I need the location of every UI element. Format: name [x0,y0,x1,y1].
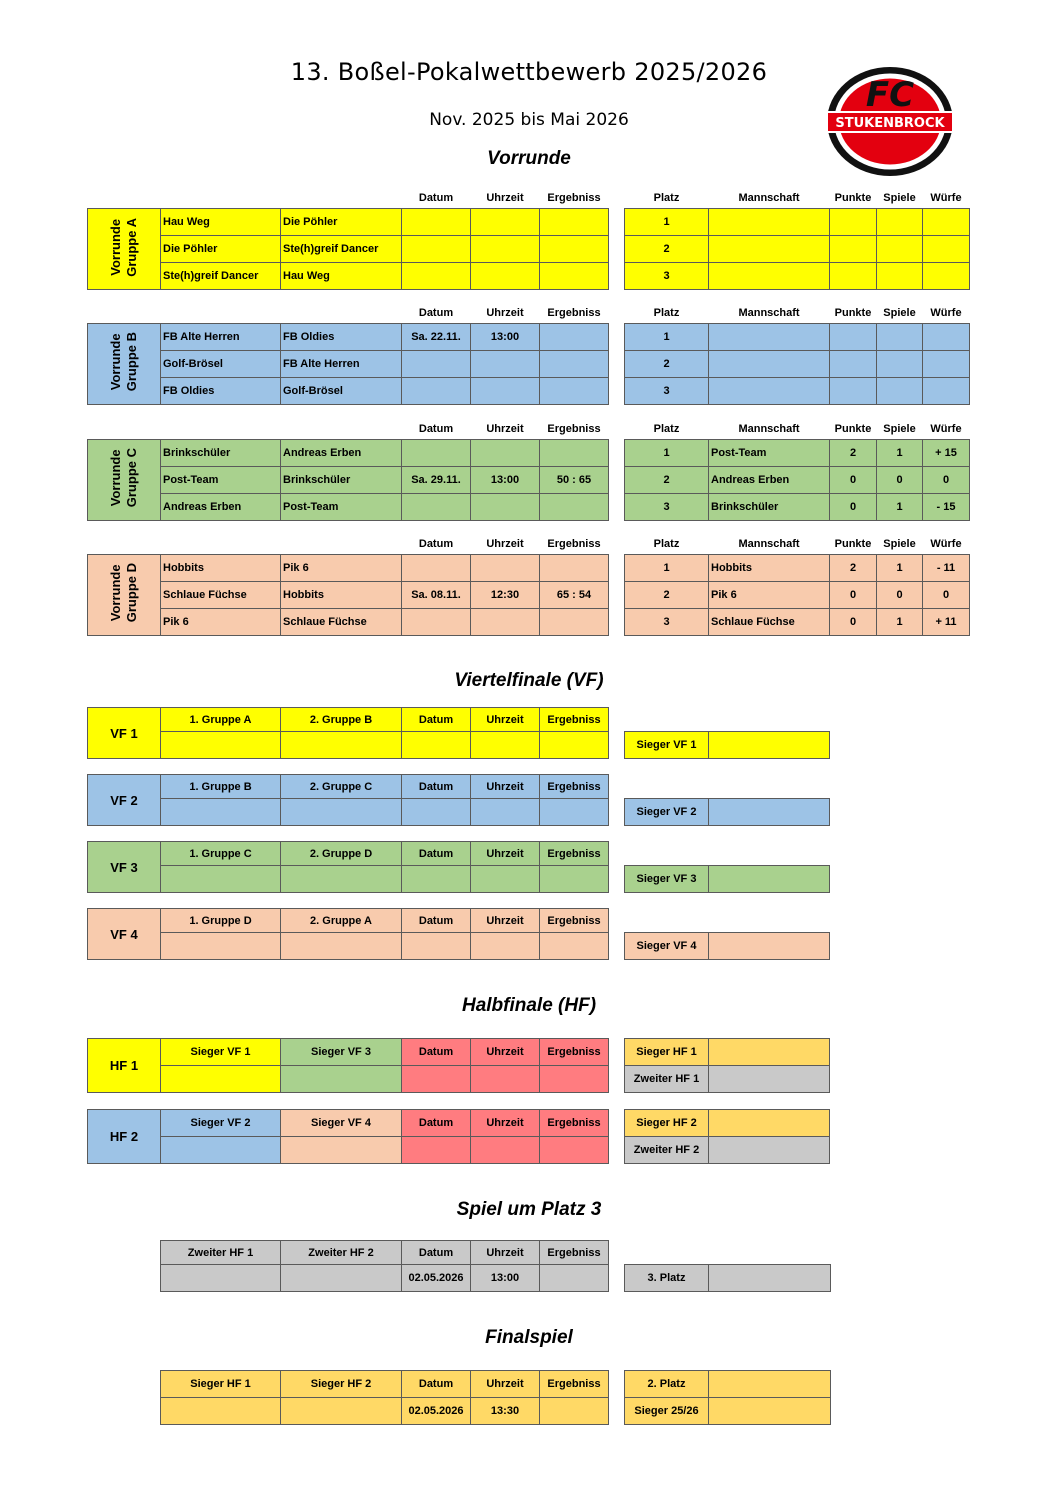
standing-spiele: 1 [877,608,923,635]
section-platz3: Spiel um Platz 3 [456,1199,602,1220]
platz3-table [160,1240,831,1292]
match-datum [402,439,471,466]
page-subtitle: Nov. 2025 bis Mai 2026 [429,110,629,130]
match-home-team: FB Oldies [161,377,281,404]
vf-datum-header: Datum [402,708,471,732]
vf-team1-header: 1. Gruppe C [161,842,281,866]
group-label: Vorrunde Gruppe B [88,323,161,404]
vf-team1-cell [161,866,281,893]
standing-wuerfe [923,235,970,262]
match-away-team: Pik 6 [281,554,402,581]
match-uhrzeit [471,235,540,262]
platz3-team1-header: Zweiter HF 1 [161,1241,281,1265]
match-home-team: Die Pöhler [161,235,281,262]
match-datum: Sa. 29.11. [402,466,471,493]
group-table [87,534,970,636]
vf-team2-header: 2. Gruppe B [281,708,402,732]
vf-ergebnis-cell [540,866,609,893]
vf-datum-header: Datum [402,909,471,933]
match-home-team: Golf-Brösel [161,350,281,377]
hf-uhrzeit-header: Uhrzeit [471,1110,540,1137]
platz3-ergebnis [540,1265,609,1292]
standing-spiele: 0 [877,581,923,608]
ergebniss-header: Ergebniss [547,306,601,319]
match-away-team: Brinkschüler [281,466,402,493]
hf-zweiter-value [709,1137,830,1164]
standing-spiele [877,208,923,235]
match-uhrzeit: 13:00 [471,323,540,350]
match-ergebnis [540,608,609,635]
vf-ergebnis-header: Ergebniss [540,909,609,933]
hf-sieger-label: Sieger HF 2 [625,1110,709,1137]
standing-team [709,208,830,235]
vf-team2-header: 2. Gruppe D [281,842,402,866]
standing-punkte [830,208,877,235]
standing-platz: 1 [625,208,709,235]
standing-punkte: 2 [830,554,877,581]
standing-wuerfe: + 11 [923,608,970,635]
hf-table [87,1109,830,1164]
hf-label: HF 1 [88,1039,161,1093]
match-uhrzeit [471,377,540,404]
match-home-team: Post-Team [161,466,281,493]
finale-platz2-label: 2. Platz [625,1371,709,1398]
platz-header: Platz [653,306,680,319]
platz-header: Platz [653,422,680,435]
vf-table [87,774,830,826]
punkte-header: Punkte [834,422,872,435]
vf-ergebnis-header: Ergebniss [540,708,609,732]
standing-punkte: 0 [830,466,877,493]
group-label: Vorrunde Gruppe A [88,208,161,289]
standing-punkte [830,350,877,377]
punkte-header: Punkte [834,306,872,319]
vf-datum-cell [402,933,471,960]
datum-header: Datum [418,422,454,435]
finale-uhrzeit-header: Uhrzeit [471,1371,540,1398]
vf-team2-cell [281,799,402,826]
hf-uhrzeit-cell [471,1137,540,1164]
vf-team2-header: 2. Gruppe C [281,775,402,799]
standing-wuerfe: 0 [923,581,970,608]
standing-team [709,323,830,350]
finale-team2-cell [281,1398,402,1425]
match-ergebnis: 65 : 54 [540,581,609,608]
match-ergebnis [540,208,609,235]
finale-team1-cell [161,1398,281,1425]
hf-team1-cell [161,1137,281,1164]
standing-spiele [877,350,923,377]
section-halbfinale: Halbfinale (HF) [461,995,597,1016]
standing-wuerfe: - 11 [923,554,970,581]
match-datum [402,262,471,289]
standing-punkte [830,262,877,289]
spiele-header: Spiele [883,191,916,204]
standing-team: Post-Team [709,439,830,466]
match-datum [402,554,471,581]
vf-table [87,707,830,759]
vf-sieger-value [709,933,830,960]
ergebniss-header: Ergebniss [547,422,601,435]
standing-punkte: 2 [830,439,877,466]
finale-team1-header: Sieger HF 1 [161,1371,281,1398]
vf-datum-cell [402,866,471,893]
platz3-uhrzeit-header: Uhrzeit [471,1241,540,1265]
finale-platz2-value [709,1371,831,1398]
standing-spiele: 1 [877,554,923,581]
platz3-result-value [709,1265,831,1292]
section-vorrunde: Vorrunde [487,148,571,169]
standing-wuerfe: 0 [923,466,970,493]
vf-label: VF 1 [88,708,161,759]
match-home-team: Andreas Erben [161,493,281,520]
uhrzeit-header: Uhrzeit [486,306,524,319]
standing-punkte [830,235,877,262]
finale-sieger-value [709,1398,831,1425]
datum-header: Datum [418,537,454,550]
standing-team: Pik 6 [709,581,830,608]
standing-team [709,350,830,377]
match-uhrzeit: 13:00 [471,466,540,493]
section-viertelfinale: Viertelfinale (VF) [454,670,604,691]
vf-label: VF 4 [88,909,161,960]
finale-table [160,1370,831,1425]
hf-uhrzeit-header: Uhrzeit [471,1039,540,1066]
hf-team1-cell [161,1066,281,1093]
hf-team2-header: Sieger VF 3 [281,1039,402,1066]
platz3-datum: 02.05.2026 [402,1265,471,1292]
match-datum [402,350,471,377]
hf-table [87,1038,830,1093]
vf-uhrzeit-header: Uhrzeit [471,842,540,866]
svg-text:FC: FC [865,75,915,115]
vf-sieger-value [709,732,830,759]
vf-table [87,908,830,960]
vf-team1-cell [161,799,281,826]
vf-team2-header: 2. Gruppe A [281,909,402,933]
match-ergebnis [540,377,609,404]
hf-zweiter-label: Zweiter HF 2 [625,1137,709,1164]
standing-team: Brinkschüler [709,493,830,520]
match-datum [402,208,471,235]
finale-datum-header: Datum [402,1371,471,1398]
standing-wuerfe [923,350,970,377]
punkte-header: Punkte [834,537,872,550]
vf-sieger-value [709,866,830,893]
vf-uhrzeit-header: Uhrzeit [471,708,540,732]
platz-header: Platz [653,191,680,204]
standing-team [709,262,830,289]
section-finale: Finalspiel [485,1327,573,1348]
vf-team1-cell [161,732,281,759]
wuerfe-header: Würfe [930,191,962,204]
hf-zweiter-value [709,1066,830,1093]
hf-team2-cell [281,1137,402,1164]
match-away-team: Hau Weg [281,262,402,289]
vf-ergebnis-header: Ergebniss [540,842,609,866]
ergebniss-header: Ergebniss [547,191,601,204]
standing-spiele: 0 [877,466,923,493]
vf-team1-header: 1. Gruppe A [161,708,281,732]
match-away-team: Schlaue Füchse [281,608,402,635]
match-datum [402,235,471,262]
standing-platz: 1 [625,323,709,350]
vf-uhrzeit-cell [471,866,540,893]
spiele-header: Spiele [883,422,916,435]
standing-spiele [877,377,923,404]
finale-team2-header: Sieger HF 2 [281,1371,402,1398]
hf-datum-cell [402,1137,471,1164]
uhrzeit-header: Uhrzeit [486,537,524,550]
platz-header: Platz [653,537,680,550]
wuerfe-header: Würfe [930,537,962,550]
hf-team2-cell [281,1066,402,1093]
group-table [87,188,970,290]
match-ergebnis: 50 : 65 [540,466,609,493]
match-away-team: FB Oldies [281,323,402,350]
match-away-team: Golf-Brösel [281,377,402,404]
standing-team [709,235,830,262]
standing-team: Schlaue Füchse [709,608,830,635]
vf-sieger-label: Sieger VF 2 [625,799,709,826]
vf-datum-cell [402,799,471,826]
standing-punkte [830,377,877,404]
match-home-team: Hau Weg [161,208,281,235]
group-label: Vorrunde Gruppe D [88,554,161,635]
vf-datum-header: Datum [402,775,471,799]
vf-table [87,841,830,893]
vf-sieger-label: Sieger VF 3 [625,866,709,893]
vf-sieger-label: Sieger VF 1 [625,732,709,759]
match-uhrzeit [471,439,540,466]
vf-ergebnis-cell [540,732,609,759]
mannschaft-header: Mannschaft [738,537,800,550]
match-ergebnis [540,554,609,581]
match-away-team: FB Alte Herren [281,350,402,377]
standing-punkte: 0 [830,493,877,520]
standing-platz: 2 [625,581,709,608]
page-title: 13. Boßel-Pokalwettbewerb 2025/2026 [290,58,768,86]
standing-team [709,377,830,404]
platz3-ergebnis-header: Ergebniss [540,1241,609,1265]
hf-label: HF 2 [88,1110,161,1164]
hf-zweiter-label: Zweiter HF 1 [625,1066,709,1093]
standing-wuerfe [923,262,970,289]
uhrzeit-header: Uhrzeit [486,422,524,435]
datum-header: Datum [418,191,454,204]
platz3-datum-header: Datum [402,1241,471,1265]
standing-platz: 1 [625,439,709,466]
standing-team: Andreas Erben [709,466,830,493]
standing-platz: 3 [625,377,709,404]
standing-spiele [877,235,923,262]
vf-label: VF 3 [88,842,161,893]
finale-sieger-label: Sieger 25/26 [625,1398,709,1425]
mannschaft-header: Mannschaft [738,191,800,204]
hf-ergebnis-cell [540,1137,609,1164]
match-uhrzeit: 12:30 [471,581,540,608]
standing-platz: 2 [625,466,709,493]
standing-platz: 3 [625,608,709,635]
match-uhrzeit [471,608,540,635]
hf-datum-header: Datum [402,1039,471,1066]
standing-wuerfe [923,323,970,350]
match-uhrzeit [471,208,540,235]
vf-team2-cell [281,732,402,759]
hf-ergebnis-cell [540,1066,609,1093]
standing-spiele: 1 [877,493,923,520]
match-uhrzeit [471,554,540,581]
mannschaft-header: Mannschaft [738,422,800,435]
platz3-team2-header: Zweiter HF 2 [281,1241,402,1265]
vf-uhrzeit-cell [471,799,540,826]
vf-label: VF 2 [88,775,161,826]
match-uhrzeit [471,262,540,289]
match-ergebnis [540,262,609,289]
match-home-team: FB Alte Herren [161,323,281,350]
hf-uhrzeit-cell [471,1066,540,1093]
standing-platz: 3 [625,262,709,289]
spiele-header: Spiele [883,306,916,319]
punkte-header: Punkte [834,191,872,204]
vf-sieger-value [709,799,830,826]
standing-platz: 2 [625,235,709,262]
match-away-team: Andreas Erben [281,439,402,466]
vf-team2-cell [281,866,402,893]
hf-ergebnis-header: Ergebniss [540,1039,609,1066]
match-datum: Sa. 08.11. [402,581,471,608]
match-away-team: Hobbits [281,581,402,608]
standing-wuerfe [923,377,970,404]
hf-datum-header: Datum [402,1110,471,1137]
finale-uhrzeit: 13:30 [471,1398,540,1425]
standing-spiele: 1 [877,439,923,466]
standing-team: Hobbits [709,554,830,581]
standing-wuerfe: + 15 [923,439,970,466]
match-away-team: Post-Team [281,493,402,520]
wuerfe-header: Würfe [930,306,962,319]
vf-uhrzeit-cell [471,732,540,759]
platz3-team1-cell [161,1265,281,1292]
vf-ergebnis-cell [540,933,609,960]
hf-sieger-value [709,1110,830,1137]
match-ergebnis [540,493,609,520]
hf-ergebnis-header: Ergebniss [540,1110,609,1137]
match-home-team: Brinkschüler [161,439,281,466]
standing-wuerfe: - 15 [923,493,970,520]
hf-team2-header: Sieger VF 4 [281,1110,402,1137]
datum-header: Datum [418,306,454,319]
hf-sieger-value [709,1039,830,1066]
finale-ergebnis [540,1398,609,1425]
svg-text:STUKENBROCK: STUKENBROCK [835,116,945,131]
hf-sieger-label: Sieger HF 1 [625,1039,709,1066]
hf-team1-header: Sieger VF 1 [161,1039,281,1066]
group-label: Vorrunde Gruppe C [88,439,161,520]
match-away-team: Die Pöhler [281,208,402,235]
match-uhrzeit [471,350,540,377]
vf-team1-header: 1. Gruppe D [161,909,281,933]
match-datum [402,377,471,404]
ergebniss-header: Ergebniss [547,537,601,550]
match-home-team: Schlaue Füchse [161,581,281,608]
platz3-team2-cell [281,1265,402,1292]
match-ergebnis [540,323,609,350]
match-home-team: Pik 6 [161,608,281,635]
platz3-result-label: 3. Platz [625,1265,709,1292]
standing-spiele [877,323,923,350]
mannschaft-header: Mannschaft [738,306,800,319]
match-home-team: Hobbits [161,554,281,581]
platz3-uhrzeit: 13:00 [471,1265,540,1292]
spiele-header: Spiele [883,537,916,550]
group-table [87,303,970,405]
vf-uhrzeit-header: Uhrzeit [471,909,540,933]
standing-spiele [877,262,923,289]
match-ergebnis [540,350,609,377]
hf-team1-header: Sieger VF 2 [161,1110,281,1137]
vf-datum-header: Datum [402,842,471,866]
uhrzeit-header: Uhrzeit [486,191,524,204]
finale-ergebnis-header: Ergebniss [540,1371,609,1398]
hf-datum-cell [402,1066,471,1093]
vf-ergebnis-cell [540,799,609,826]
vf-team1-header: 1. Gruppe B [161,775,281,799]
match-ergebnis [540,235,609,262]
vf-team2-cell [281,933,402,960]
standing-platz: 2 [625,350,709,377]
vf-ergebnis-header: Ergebniss [540,775,609,799]
finale-datum: 02.05.2026 [402,1398,471,1425]
match-away-team: Ste(h)greif Dancer [281,235,402,262]
match-datum [402,608,471,635]
vf-team1-cell [161,933,281,960]
vf-sieger-label: Sieger VF 4 [625,933,709,960]
wuerfe-header: Würfe [930,422,962,435]
vf-datum-cell [402,732,471,759]
standing-wuerfe [923,208,970,235]
standing-punkte [830,323,877,350]
vf-uhrzeit-cell [471,933,540,960]
standing-platz: 1 [625,554,709,581]
standing-platz: 3 [625,493,709,520]
standing-punkte: 0 [830,608,877,635]
match-datum [402,493,471,520]
match-home-team: Ste(h)greif Dancer [161,262,281,289]
match-ergebnis [540,439,609,466]
group-table [87,419,970,521]
vf-uhrzeit-header: Uhrzeit [471,775,540,799]
standing-punkte: 0 [830,581,877,608]
match-uhrzeit [471,493,540,520]
match-datum: Sa. 22.11. [402,323,471,350]
